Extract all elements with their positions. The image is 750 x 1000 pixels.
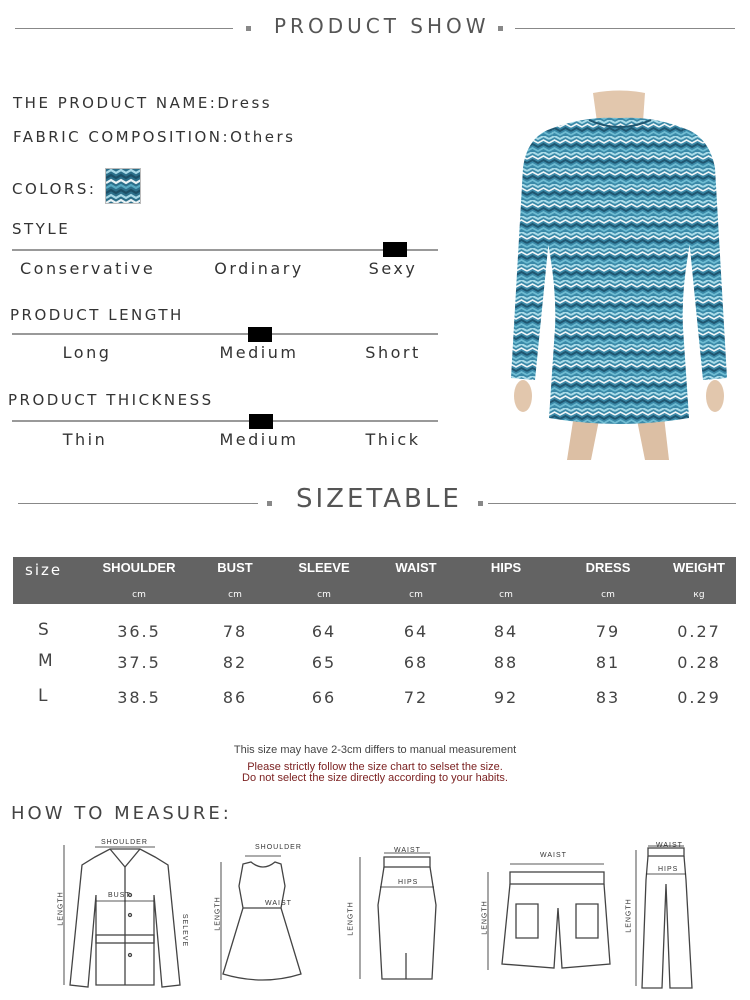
length-marker <box>248 327 272 342</box>
thickness-option-thick: Thick <box>365 430 421 449</box>
cell-bust: 78 <box>222 622 248 641</box>
row-size: L <box>38 686 48 706</box>
cell-dress: 79 <box>595 622 621 641</box>
cell-shoulder: 38.5 <box>117 688 161 707</box>
cell-weight: 0.28 <box>677 653 721 672</box>
table-row <box>0 686 750 718</box>
shorts-length-label: LENGTH <box>481 900 489 935</box>
cell-dress: 83 <box>595 688 621 707</box>
dress-shoulder-label: SHOULDER <box>255 844 302 851</box>
header-dot-right <box>498 26 503 31</box>
cell-sleeve: 66 <box>311 688 337 707</box>
jacket-length-label: LENGTH <box>57 891 65 926</box>
skirt-icon <box>342 845 442 985</box>
pants-length-label: LENGTH <box>625 898 633 933</box>
cell-bust: 82 <box>222 653 248 672</box>
cell-hips: 88 <box>493 653 519 672</box>
style-option-ordinary: Ordinary <box>214 259 304 278</box>
col-unit-weight: кg <box>693 590 705 600</box>
dress-waist-label: WAIST <box>265 900 292 907</box>
cell-shoulder: 37.5 <box>117 653 161 672</box>
col-unit-hips: cm <box>499 590 513 600</box>
how-to-measure-title: HOW TO MEASURE: <box>11 803 232 824</box>
cell-hips: 92 <box>493 688 519 707</box>
pants-diagram <box>626 840 706 992</box>
header-dot-left <box>246 26 251 31</box>
cell-shoulder: 36.5 <box>117 622 161 641</box>
thickness-marker <box>249 414 273 429</box>
jacket-diagram <box>50 835 200 995</box>
col-header-weight: WEIGHT <box>673 560 725 575</box>
style-label: STYLE <box>12 220 71 238</box>
page-title: PRODUCT SHOW <box>274 14 490 38</box>
jacket-sleeve-label: SELEVE <box>181 913 189 948</box>
size-warning-2: Do not select the size directly according to your habits. <box>242 772 508 784</box>
col-unit-dress: cm <box>601 590 615 600</box>
row-size: M <box>38 651 53 671</box>
pants-hips-label: HIPS <box>658 866 679 873</box>
shorts-waist-label: WAIST <box>540 852 567 859</box>
col-header-shoulder: SHOULDER <box>102 560 176 575</box>
fabric-composition: FABRIC COMPOSITION:Others <box>13 128 296 146</box>
cell-sleeve: 65 <box>311 653 337 672</box>
pants-waist-label: WAIST <box>656 842 683 849</box>
dress-diagram <box>215 840 310 990</box>
size-column-header: size <box>25 561 63 579</box>
dress-icon <box>215 840 310 990</box>
dress-mannequin-icon <box>505 88 735 466</box>
length-label: PRODUCT LENGTH <box>10 306 184 324</box>
thickness-option-medium: Medium <box>219 430 299 449</box>
style-option-conservative: Conservative <box>20 259 156 278</box>
col-header-waist: WAIST <box>395 560 437 575</box>
sizetable-title: SIZETABLE <box>296 484 462 514</box>
length-scale-track <box>12 333 438 335</box>
cell-hips: 84 <box>493 622 519 641</box>
skirt-waist-label: WAIST <box>394 847 421 854</box>
col-unit-waist: cm <box>409 590 423 600</box>
jacket-bust-label: BUST <box>108 892 131 899</box>
col-unit-bust: cm <box>228 590 242 600</box>
header-rule-left <box>15 28 233 29</box>
cell-weight: 0.27 <box>677 622 721 641</box>
product-name: THE PRODUCT NAME:Dress <box>13 94 273 112</box>
style-scale-track <box>12 249 438 251</box>
skirt-length-label: LENGTH <box>347 901 355 936</box>
cell-waist: 64 <box>403 622 429 641</box>
size-warning-1: Please strictly follow the size chart to selset the size. <box>247 761 503 773</box>
header-rule-right <box>515 28 735 29</box>
sizetable-rule-right <box>488 503 736 504</box>
table-row <box>0 620 750 652</box>
dress-length-label: LENGTH <box>214 896 222 931</box>
colors-label: COLORS: <box>12 180 97 198</box>
jacket-icon <box>50 835 200 995</box>
cell-sleeve: 64 <box>311 622 337 641</box>
cell-bust: 86 <box>222 688 248 707</box>
thickness-scale-track <box>12 420 438 422</box>
col-header-hips: HIPS <box>490 560 522 575</box>
col-header-bust: BUST <box>217 560 253 575</box>
measurement-note: This size may have 2-3cm differs to manual measurement <box>233 744 517 756</box>
jacket-shoulder-label: SHOULDER <box>101 839 148 846</box>
shorts-icon <box>478 848 618 978</box>
table-row <box>0 651 750 683</box>
pants-icon <box>626 840 706 992</box>
zigzag-swatch-icon <box>106 169 140 203</box>
row-size: S <box>38 620 49 640</box>
product-image <box>505 88 735 466</box>
cell-dress: 81 <box>595 653 621 672</box>
style-marker <box>383 242 407 257</box>
col-unit-sleeve: cm <box>317 590 331 600</box>
sizetable-dot-left <box>267 501 272 506</box>
sizetable-rule-left <box>18 503 258 504</box>
shorts-diagram <box>478 848 618 978</box>
length-option-short: Short <box>365 343 421 362</box>
style-option-sexy: Sexy <box>368 259 418 278</box>
col-header-sleeve: SLEEVE <box>298 560 350 575</box>
length-option-medium: Medium <box>219 343 299 362</box>
cell-waist: 68 <box>403 653 429 672</box>
col-unit-shoulder: cm <box>132 590 146 600</box>
cell-weight: 0.29 <box>677 688 721 707</box>
size-table-header <box>13 557 736 604</box>
col-header-dress: DRESS <box>585 560 631 575</box>
cell-waist: 72 <box>403 688 429 707</box>
color-swatch[interactable] <box>105 168 141 204</box>
skirt-hips-label: HIPS <box>398 879 419 886</box>
skirt-diagram <box>342 845 442 985</box>
length-option-long: Long <box>62 343 112 362</box>
thickness-label: PRODUCT THICKNESS <box>8 391 214 409</box>
thickness-option-thin: Thin <box>62 430 108 449</box>
sizetable-dot-right <box>478 501 483 506</box>
